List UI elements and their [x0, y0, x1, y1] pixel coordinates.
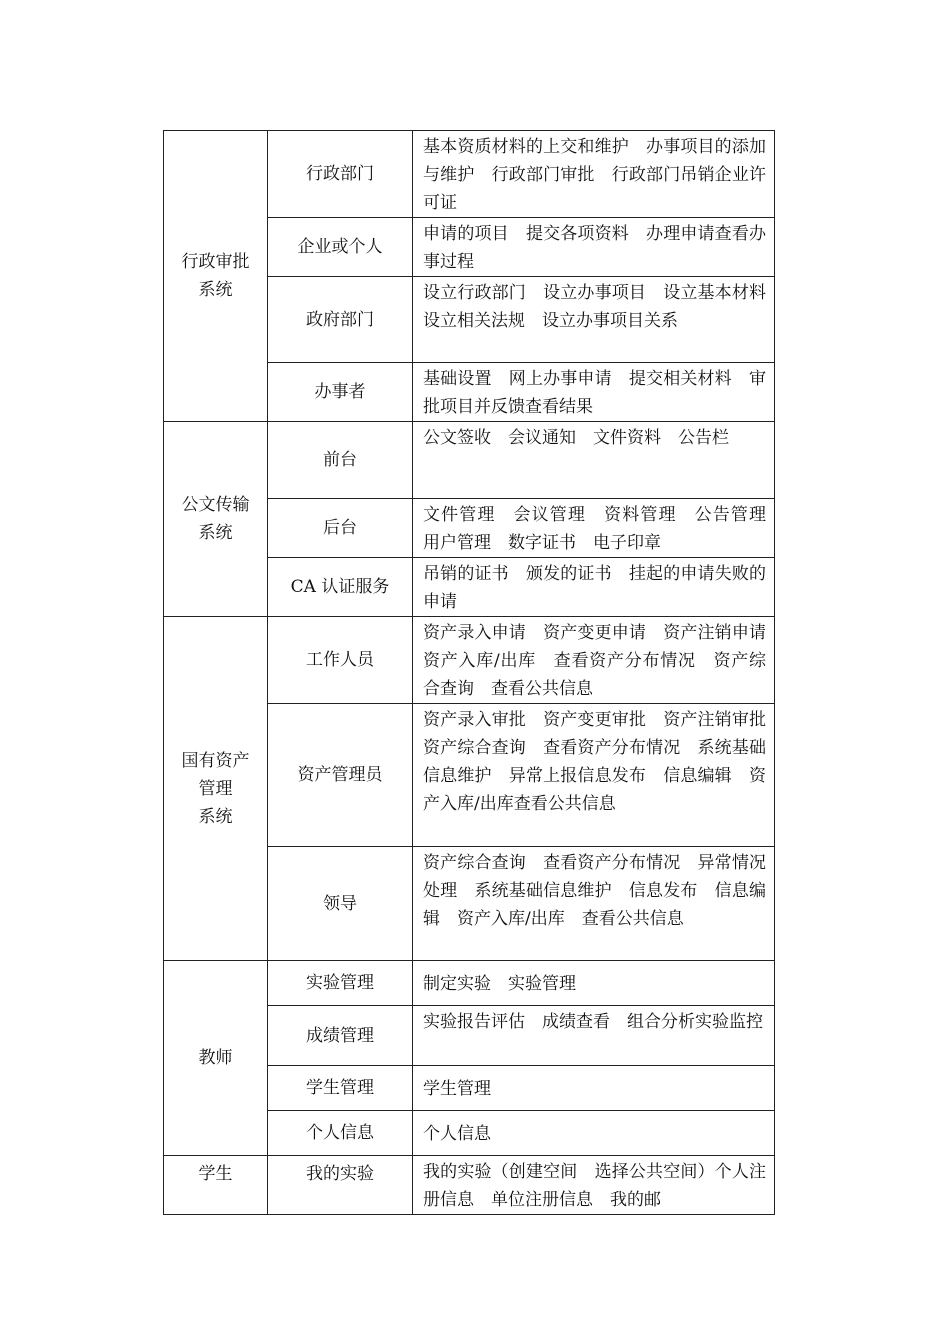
role-cell: 办事者: [268, 363, 413, 422]
function-cell: 基础设置 网上办事申请 提交相关材料 审批项目并反馈查看结果: [413, 363, 775, 422]
table-row: [164, 422, 775, 499]
role-cell: 资产管理员: [268, 704, 413, 847]
table-row: [164, 617, 775, 704]
function-cell: 资产录入审批 资产变更审批 资产注销审批 资产综合查询 查看资产分布情况 系统基础信息维护 异常上报信息发布 信息编辑 资产入库/出库查看公共信息: [413, 704, 775, 847]
role-cell: 行政部门: [268, 131, 413, 218]
system-name-cell: 公文传输 系统: [164, 422, 268, 617]
function-cell: 学生管理: [413, 1066, 775, 1111]
function-cell: 资产录入申请 资产变更申请 资产注销申请 资产入库/出库 查看资产分布情况 资产综合查询 查看公共信息: [413, 617, 775, 704]
system-name-cell: 教师: [164, 961, 268, 1156]
role-cell: 实验管理: [268, 961, 413, 1006]
role-cell: 成绩管理: [268, 1006, 413, 1066]
table-row: [164, 131, 775, 218]
role-cell: 前台: [268, 422, 413, 499]
role-cell: 后台: [268, 499, 413, 558]
system-name-cell: 行政审批 系统: [164, 131, 268, 422]
role-cell: 企业或个人: [268, 218, 413, 277]
role-cell: 学生管理: [268, 1066, 413, 1111]
function-cell: 制定实验 实验管理: [413, 961, 775, 1006]
table-row: [164, 961, 775, 1006]
function-cell: 我的实验（创建空间 选择公共空间）个人注册信息 单位注册信息 我的邮: [413, 1156, 775, 1215]
table-row: [164, 1156, 775, 1215]
function-cell: 实验报告评估 成绩查看 组合分析实验监控: [413, 1006, 775, 1066]
role-cell: 我的实验: [268, 1156, 413, 1215]
function-cell: 个人信息: [413, 1111, 775, 1156]
system-function-table: [163, 130, 783, 1215]
function-cell: 公文签收 会议通知 文件资料 公告栏: [413, 422, 775, 499]
role-cell: 个人信息: [268, 1111, 413, 1156]
function-cell: 资产综合查询 查看资产分布情况 异常情况处理 系统基础信息维护 信息发布 信息编辑 资产入库/出库 查看公共信息: [413, 847, 775, 961]
system-name-cell: 学生: [164, 1156, 268, 1215]
role-cell: 工作人员: [268, 617, 413, 704]
function-cell: 设立行政部门 设立办事项目 设立基本材料 设立相关法规 设立办事项目关系: [413, 277, 775, 363]
role-cell: CA 认证服务: [268, 558, 413, 617]
system-name-cell: 国有资产 管理 系统: [164, 617, 268, 961]
role-cell: 政府部门: [268, 277, 413, 363]
function-cell: 申请的项目 提交各项资料 办理申请查看办事过程: [413, 218, 775, 277]
role-cell: 领导: [268, 847, 413, 961]
function-cell: 文件管理 会议管理 资料管理 公告管理 用户管理 数字证书 电子印章: [413, 499, 775, 558]
function-cell: 基本资质材料的上交和维护 办事项目的添加与维护 行政部门审批 行政部门吊销企业许可证: [413, 131, 775, 218]
function-cell: 吊销的证书 颁发的证书 挂起的申请失败的申请: [413, 558, 775, 617]
